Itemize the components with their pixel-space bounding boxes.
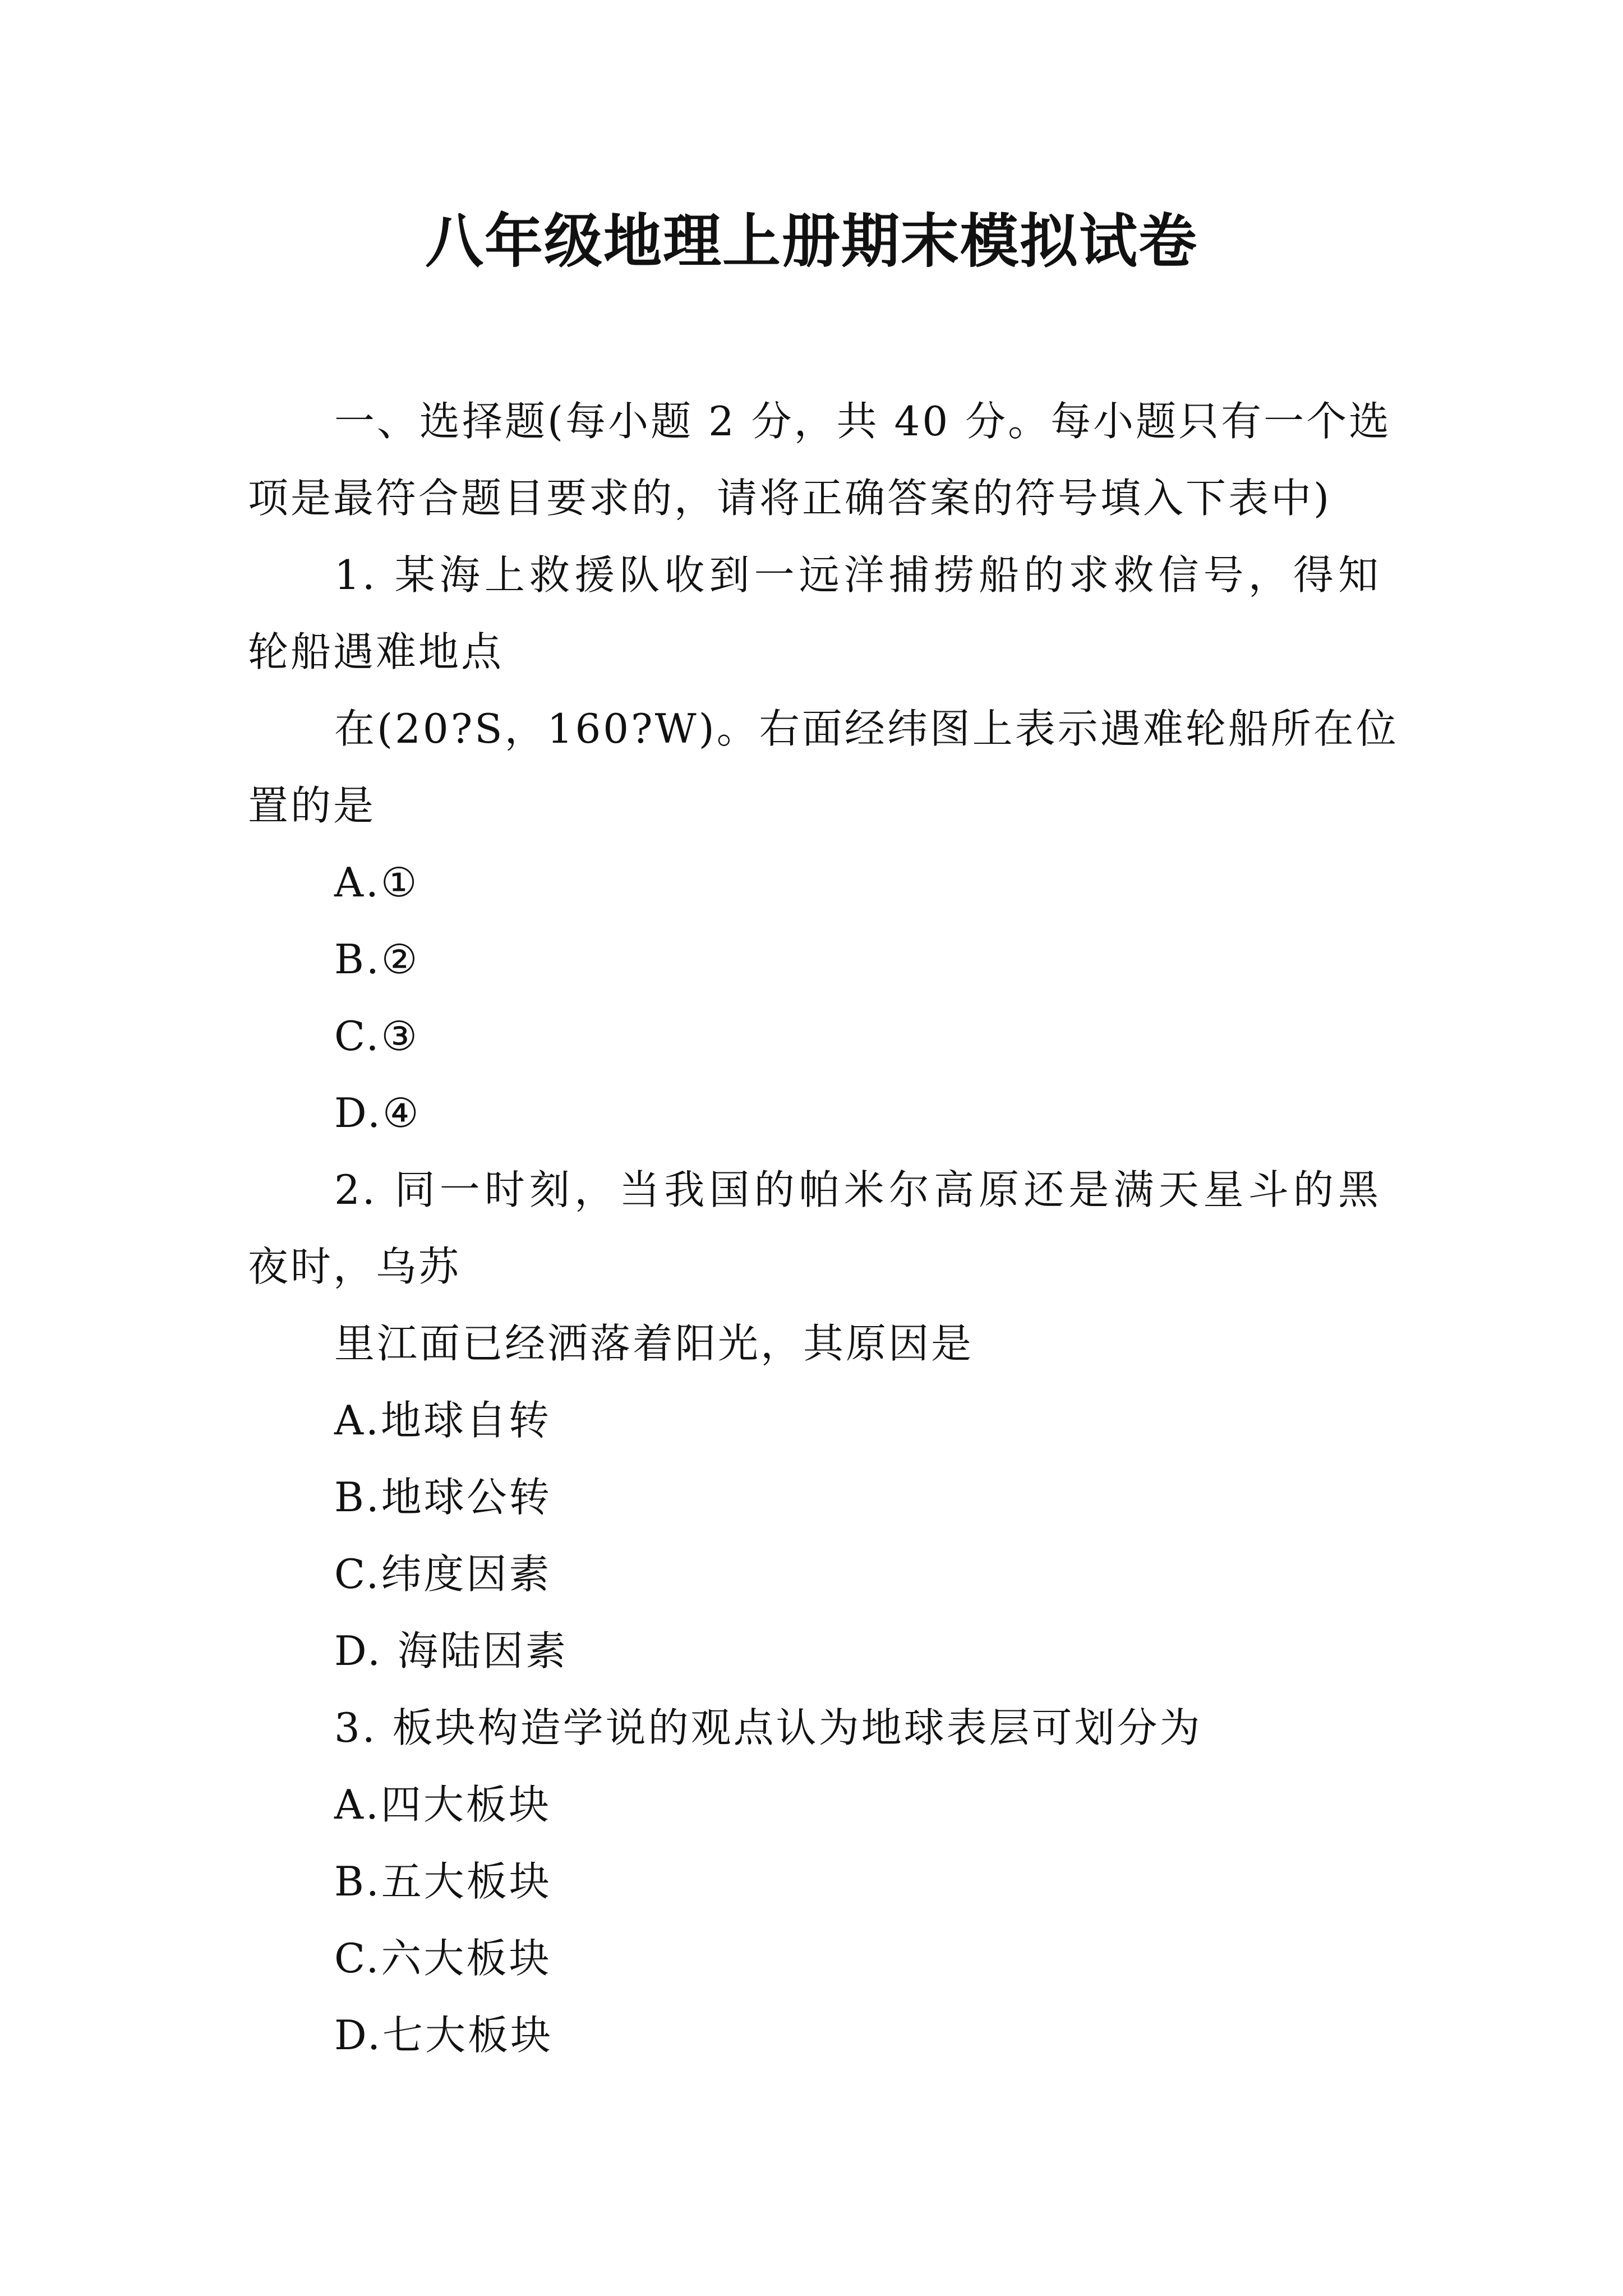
question-1-option-b: B.②	[334, 936, 420, 983]
question-3-stem-line-1: 3. 板块构造学说的观点认为地球表层可划分为	[334, 1704, 1202, 1751]
question-1-option-c: C.③	[334, 1013, 419, 1060]
question-1-stem-line-3: 在(20?S，160?W)。右面经纬图上表示遇难轮船所在位	[334, 705, 1399, 752]
question-2-option-a: A.地球自转	[334, 1397, 551, 1444]
question-2-stem-line-3: 里江面已经洒落着阳光，其原因是	[334, 1320, 974, 1367]
question-1-stem-line-2: 轮船遇难地点	[248, 628, 504, 675]
question-3-option-c: C.六大板块	[334, 1935, 552, 1982]
question-2-option-d: D. 海陆因素	[334, 1627, 568, 1674]
exam-body	[248, 383, 1399, 2074]
question-1-option-a: A.①	[334, 859, 419, 906]
question-2-stem-line-2: 夜时，乌苏	[248, 1243, 462, 1290]
question-1-stem-line-1: 1. 某海上救援队收到一远洋捕捞船的求救信号，得知	[334, 551, 1381, 599]
question-3-option-d: D.七大板块	[334, 2012, 554, 2059]
page-title: 八年级地理上册期末模拟试卷	[425, 206, 1198, 275]
section-heading-line-2: 项是最符合题目要求的，请将正确答案的符号填入下表中)	[248, 475, 1332, 522]
question-1-stem-line-4: 置的是	[248, 782, 376, 829]
question-2-option-c: C.纬度因素	[334, 1550, 552, 1598]
question-3-option-a: A.四大板块	[334, 1781, 551, 1828]
question-2-option-b: B.地球公转	[334, 1474, 552, 1521]
question-2-stem-line-1: 2. 同一时刻，当我国的帕米尔高原还是满天星斗的黑	[334, 1166, 1381, 1213]
section-heading-line-1: 一、选择题(每小题 2 分，共 40 分。每小题只有一个选	[334, 398, 1392, 445]
question-3-option-b: B.五大板块	[334, 1858, 552, 1905]
question-1-option-d: D.④	[334, 1089, 421, 1137]
